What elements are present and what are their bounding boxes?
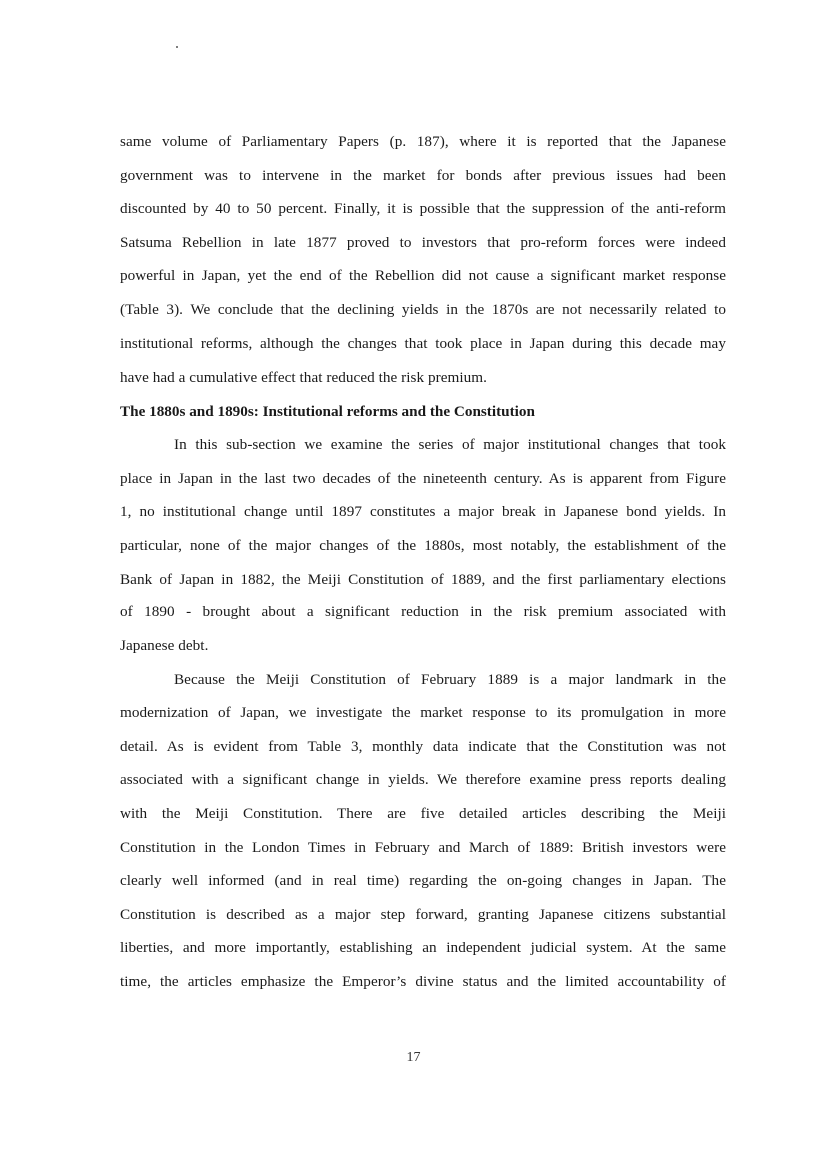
paragraph-1-line-7: institutional reforms, although the changes that took place in Japan during this decade may	[120, 335, 726, 352]
paragraph-1-line-8: have had a cumulative effect that reduced the risk premium.	[120, 369, 488, 386]
paragraph-3-line-1: Because the Meiji Constitution of February 1889 is a major landmark in the	[174, 671, 726, 688]
paragraph-3-line-10: time, the articles emphasize the Emperor’s divine status and the limited accountability of	[120, 973, 726, 990]
paragraph-2-line-6: of 1890 - brought about a significant reduction in the risk premium associated with	[120, 603, 726, 620]
paragraph-1-line-1: same volume of Parliamentary Papers (p. 187), where it is reported that the Japanese	[120, 133, 726, 150]
paragraph-2-line-5: Bank of Japan in 1882, the Meiji Constitution of 1889, and the first parliamentary elections	[120, 571, 726, 588]
paragraph-1-line-3: discounted by 40 to 50 percent. Finally, it is possible that the suppression of the anti-reform	[120, 200, 726, 217]
paragraph-2-line-1: In this sub-section we examine the series of major institutional changes that took	[174, 436, 726, 453]
paragraph-3-line-8: Constitution is described as a major step forward, granting Japanese citizens substantial	[120, 906, 726, 923]
paragraph-2-line-7: Japanese debt.	[120, 637, 209, 654]
paragraph-3-line-3: detail. As is evident from Table 3, monthly data indicate that the Constitution was not	[120, 738, 726, 755]
paragraph-3-line-9: liberties, and more importantly, establishing an independent judicial system. At the same	[120, 939, 726, 956]
page-number: 17	[406, 1050, 421, 1065]
paragraph-3-line-2: modernization of Japan, we investigate the market response to its promulgation in more	[120, 704, 726, 721]
paragraph-2-line-4: particular, none of the major changes of the 1880s, most notably, the establishment of the	[120, 537, 726, 554]
paragraph-3-line-6: Constitution in the London Times in February and March of 1889: British investors were	[120, 839, 726, 856]
paragraph-1-line-4: Satsuma Rebellion in late 1877 proved to investors that pro-reform forces were indeed	[120, 234, 726, 251]
scan-speck	[176, 46, 178, 48]
paragraph-2-line-3: 1, no institutional change until 1897 constitutes a major break in Japanese bond yields. In	[120, 503, 726, 520]
paragraph-3-line-4: associated with a significant change in yields. We therefore examine press reports dealing	[120, 771, 726, 788]
paragraph-2-line-2: place in Japan in the last two decades of the nineteenth century. As is apparent from Figure	[120, 470, 726, 487]
paragraph-3-line-5: with the Meiji Constitution. There are five detailed articles describing the Meiji	[120, 805, 726, 822]
paragraph-1-line-6: (Table 3). We conclude that the declining yields in the 1870s are not necessarily related to	[120, 301, 726, 318]
paragraph-3-line-7: clearly well informed (and in real time) regarding the on-going changes in Japan. The	[120, 872, 726, 889]
section-heading: The 1880s and 1890s: Institutional reforms and the Constitution	[120, 403, 535, 420]
paragraph-1-line-5: powerful in Japan, yet the end of the Rebellion did not cause a significant market response	[120, 267, 726, 284]
paragraph-1-line-2: government was to intervene in the market for bonds after previous issues had been	[120, 167, 726, 184]
